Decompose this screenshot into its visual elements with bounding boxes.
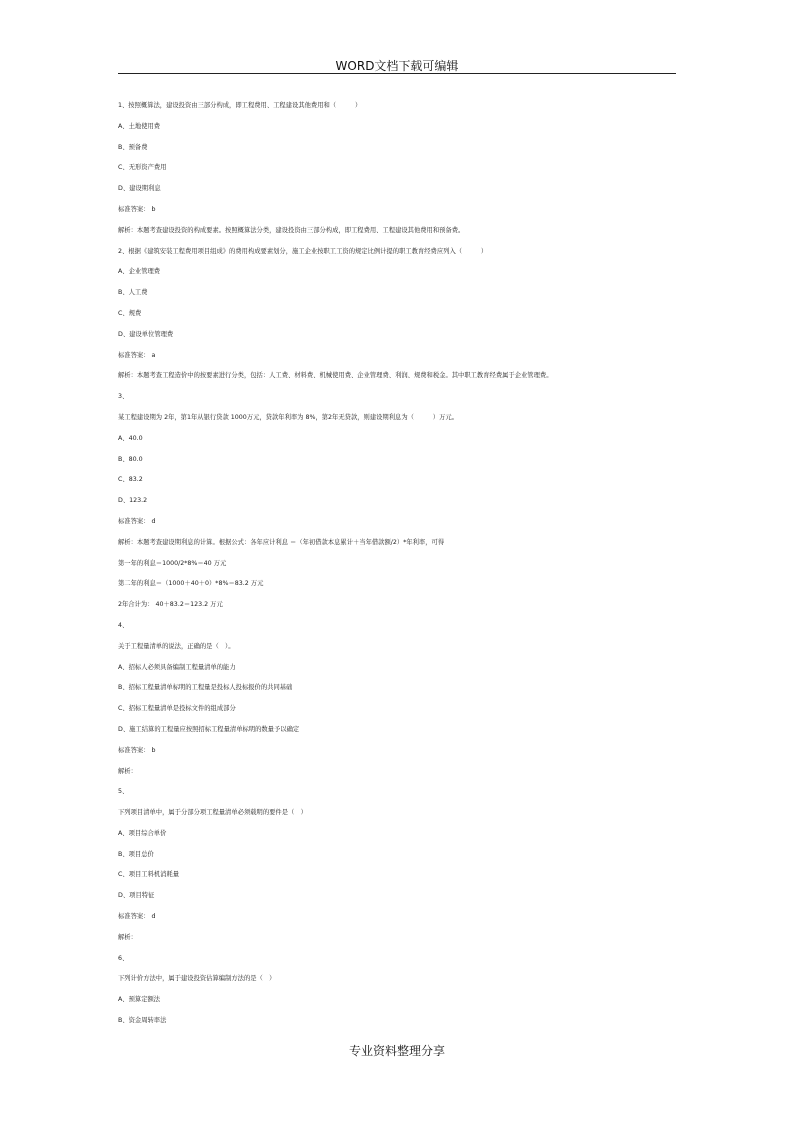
text-line: 6、: [118, 954, 129, 962]
text-line: 解析：本题考查工程造价中的按要素进行分类，包括：人工费、材料费、机械使用费、企业管理费、利润、规费和税金。其中职工教育经费属于企业管理费。: [118, 372, 553, 380]
text-line: C、无形资产费用: [118, 164, 167, 172]
text-line: 4、: [118, 621, 129, 629]
text-line: 标准答案： d: [118, 913, 156, 921]
text-line: 3、: [118, 393, 129, 401]
text-line: D、施工结算的工程量应按照招标工程量清单标明的数量予以确定: [118, 725, 300, 733]
header-divider: [118, 73, 676, 74]
text-line: C、83.2: [118, 476, 143, 484]
text-line: C、规费: [118, 309, 142, 317]
text-line: 解析：: [118, 767, 137, 775]
text-line: B、招标工程量清单标明的工程量是投标人投标报价的共同基础: [118, 684, 293, 692]
text-line: A、40.0: [118, 434, 143, 442]
text-line: B、人工费: [118, 289, 148, 297]
text-line: 解析：: [118, 933, 137, 941]
document-header: WORD文档下载可编辑: [335, 59, 459, 73]
text-line: B、资金周转率法: [118, 1017, 167, 1025]
text-line: 某工程建设期为 2年，第1年从银行贷款 1000万元，贷款年利率为 8%，第2年无贷款，则建设期利息为（ ）万元。: [118, 413, 458, 421]
text-line: 第二年的利息＝（1000＋40＋0）*8%＝83.2 万元: [118, 580, 264, 588]
text-line: C、招标工程量清单是投标文件的组成部分: [118, 705, 236, 713]
text-line: 标准答案： a: [118, 351, 156, 359]
text-line: D、123.2: [118, 497, 148, 505]
text-line: 下列计价方法中，属于建设投资估算编制方法的是（ ）: [118, 975, 276, 983]
text-line: 下列项目清单中，属于分部分项工程量清单必须载明的要件是（ ）: [118, 809, 307, 817]
text-line: 1、按照概算法，建设投资由三部分构成，即工程费用、工程建设其他费用和（ ）: [118, 102, 362, 109]
document-body: [118, 96, 678, 1032]
text-line: D、建设单位管理费: [118, 330, 174, 338]
text-line: D、项目特征: [118, 892, 155, 900]
document-footer: 专业资料整理分享: [348, 1044, 445, 1058]
text-line: 解析：本题考查建设投资的构成要素。按照概算法分类，建设投资由三部分构成，即工程费用、工程建设其他费用和预备费。: [118, 226, 465, 234]
text-line: D、建设期利息: [118, 185, 161, 193]
text-line: 2、根据《建筑安装工程费用项目组成》的费用构成要素划分，施工企业按职工工资的规定比例计提的职工教育经费应列入（ ）: [118, 247, 488, 255]
text-line: 标准答案： b: [118, 205, 156, 213]
text-line: A、招标人必须具备编制工程量清单的能力: [118, 663, 236, 671]
text-line: 第一年的利息＝1000/2*8%＝40 万元: [118, 559, 227, 567]
text-line: 标准答案： b: [118, 746, 156, 754]
text-line: 解析：本题考查建设期利息的计算。根据公式：各年应计利息 ＝（年初借款本息累计＋当年借款额/2）*年利率，可得: [118, 538, 445, 546]
text-line: B、预备费: [118, 143, 148, 151]
text-line: A、企业管理费: [118, 268, 161, 276]
text-line: B、项目总价: [118, 850, 154, 858]
text-line: 关于工程量清单的说法，正确的是（ ）。: [118, 642, 235, 650]
text-line: 5、: [118, 788, 129, 796]
text-line: A、项目综合单价: [118, 829, 167, 837]
text-line: C、项目工料机消耗量: [118, 871, 180, 879]
text-line: 2年合计为： 40＋83.2＝123.2 万元: [118, 601, 223, 609]
text-line: A、土地使用费: [118, 122, 161, 130]
text-line: 标准答案： d: [118, 517, 156, 525]
text-line: B、80.0: [118, 455, 143, 463]
text-line: A、预算定额法: [118, 996, 161, 1004]
